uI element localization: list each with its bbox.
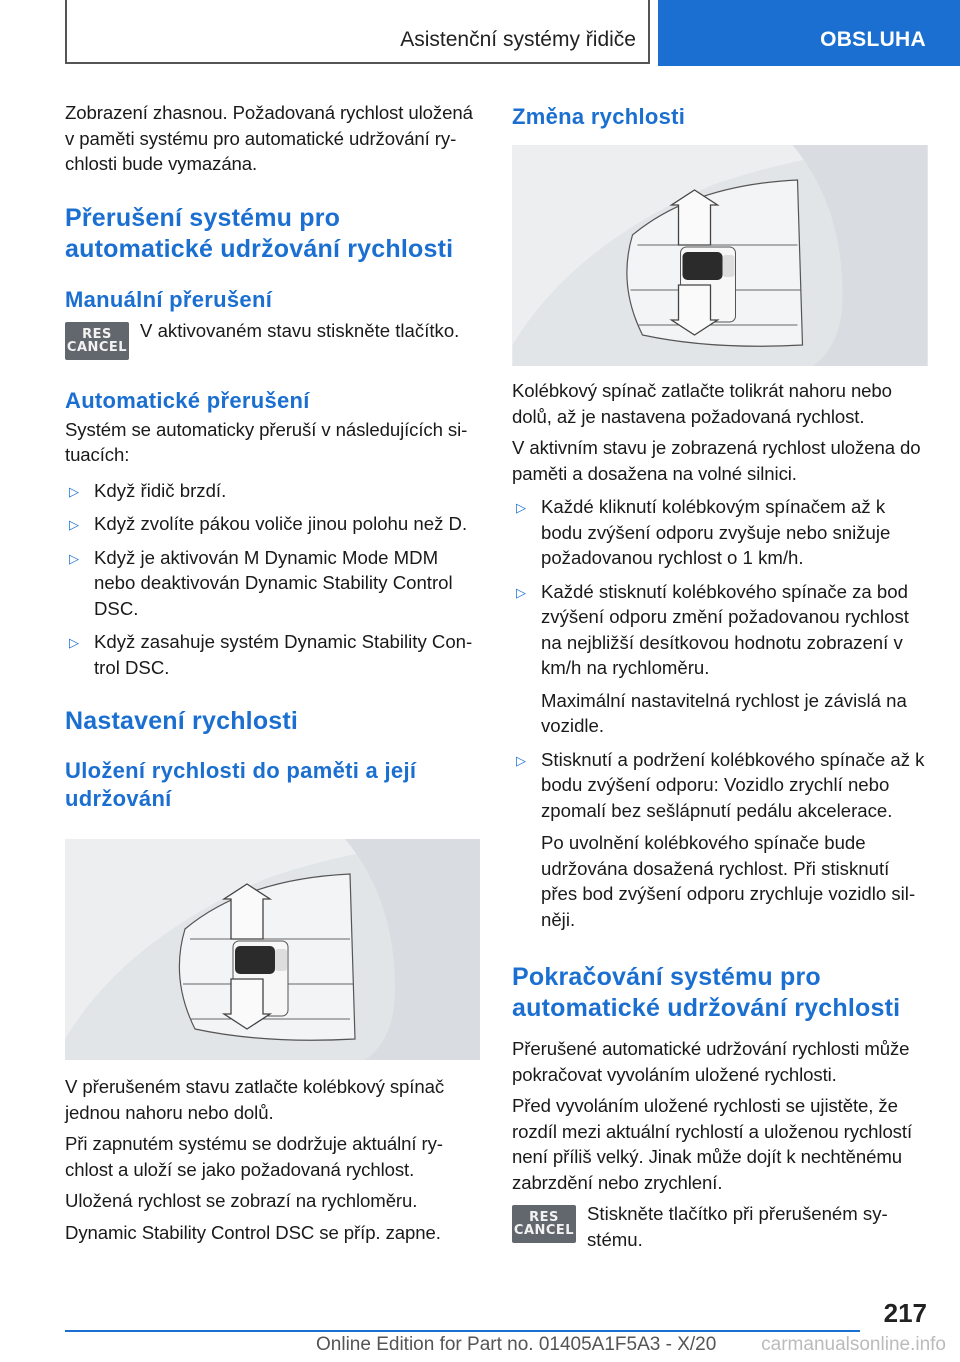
list-item: ▷ Stisknutí a podržení kolébkového spínače až k bodu zvýšení odporu: Vozidlo zrychlí nebo zpomalí bez sešlápnutí pedálu akcelerace. Po uvolnění kolébkového spínače bude udržována dosažená rychlost. Při stisknutí přes bod zvýšení odporu zrychluje vozidlo silněji. [512,747,928,933]
header-chapter-label: OBSLUHA [820,28,926,51]
page-number: 217 [883,1298,927,1328]
res-cancel-button-icon [65,322,129,360]
auto-text: Systém se automaticky přeruší v následujících situacích: [65,418,468,465]
header-chapter-tab [658,0,960,66]
heading-resume: Pokračování systému pro automatické udržování rychlosti [512,963,901,1022]
bullet-subtext: Maximální nastavitelná rychlost je závislá na vozidle. [541,689,907,736]
cancel-label: CANCEL [513,1223,575,1238]
header-section-title: Asistenční systémy řidiče [400,28,636,51]
cancel-label: CANCEL [66,339,128,355]
steering-wheel-rocker-photo-2 [512,145,928,366]
triangle-bullet-icon: ▷ [516,752,526,768]
triangle-bullet-icon: ▷ [69,635,79,650]
heading-interrupt: Přerušení systému pro automatické udržování rychlosti [65,203,454,263]
res-label: RES [529,1210,559,1225]
res-label: RES [82,326,112,342]
auto-bullet-list [65,478,480,681]
steering-wheel-rocker-photo [65,839,480,1060]
right-column [512,100,928,1252]
header-section-box [65,0,650,64]
change-bullet-list [512,494,928,932]
heading-manual: Manuální přerušení [65,286,273,312]
footer-watermark: carmanualsonline.info [761,1334,946,1355]
list-item: ▷ Když zasahuje systém Dynamic Stability Control DSC. [69,631,473,678]
heading-store-speed: Uložení rychlosti do paměti a její udržování [65,758,417,811]
left-column [65,100,480,1251]
manual-button-row [65,318,480,360]
after-photo-text-2: Při zapnutém systému se dodržuje aktuální rychlost a uloží se jako požadovaná rychlost. [65,1133,443,1180]
list-item: ▷ Když řidič brzdí. [65,478,480,504]
triangle-bullet-icon: ▷ [516,500,526,515]
heading-auto: Automatické přerušení [65,387,310,413]
footer-rule [65,1330,860,1332]
resume-button-text: Stiskněte tlačítko při přerušeném systému. [587,1203,888,1250]
list-item: ▷ Když zvolíte pákou voliče jinou polohu než D. [65,511,480,537]
steering-wheel-illustration [65,839,480,1060]
steering-wheel-illustration [512,145,928,366]
bullet-subtext: Po uvolnění kolébkového spínače bude udržována dosažená rychlost. Při stisknutí přes bod zvýšení odporu zrychluje vozidlo silněji. [541,832,916,930]
res-cancel-button-icon [512,1205,576,1243]
triangle-bullet-icon: ▷ [516,584,526,600]
after-photo-text-4: Dynamic Stability Control DSC se příp. zapne. [65,1221,441,1243]
heading-set-speed: Nastavení rychlosti [65,707,299,735]
list-item: ▷ Každé stisknutí kolébkového spínače za bod zvýšení odporu změní požadovanou rychlost na nejbližší desítkovou hodnotu zobrazení v km/h na rychloměru. Maximální nastavitelná rychlost je závislá na vozidle. [512,579,928,739]
change-text-2: V aktivním stavu je zobrazená rychlost uložena do paměti a dosažena na volné silnici. [512,437,921,484]
resume-text-2: Před vyvoláním uložené rychlosti se ujistěte, že rozdíl mezi aktuální rychlostí a uloženou rychlostí není příliš velký. Jinak může dojít k nechtěnému zabrzdění nebo zrychlení. [512,1095,913,1193]
list-item: ▷ Každé kliknutí kolébkovým spínačem až k bodu zvýšení odporu zvyšuje nebo snižuje požadovanou rychlost o 1 km/h. [516,496,891,568]
after-photo-text-3: Uložená rychlost se zobrazí na rychloměru. [65,1190,418,1211]
triangle-bullet-icon: ▷ [69,483,79,499]
intro-paragraph: Zobrazení zhasnou. Požadovaná rychlost uložená v paměti systému pro automatické udržování rychlosti bude vymazána. [65,102,473,174]
page-header [0,0,960,66]
change-text-1: Kolébkový spínač zatlačte tolikrát nahoru nebo dolů, až je nastavena požadovaná rychlost. [512,380,892,427]
manual-text: V aktivovaném stavu stiskněte tlačítko. [140,319,460,341]
after-photo-text-1: V přerušeném stavu zatlačte kolébkový spínač jednou nahoru nebo dolů. [65,1076,445,1123]
list-item: ▷ Když je aktivován M Dynamic Mode MDM nebo deaktivován Dynamic Stability Control DSC. [69,546,453,619]
footer-edition: Online Edition for Part no. 01405A1F5A3 - X/20 [316,1334,717,1355]
resume-button-row [512,1201,928,1252]
triangle-bullet-icon: ▷ [69,550,79,566]
resume-text-1: Přerušené automatické udržování rychlosti může pokračovat vyvoláním uložené rychlosti. [512,1038,910,1085]
triangle-bullet-icon: ▷ [69,517,79,532]
heading-change-speed: Změna rychlosti [512,104,686,129]
